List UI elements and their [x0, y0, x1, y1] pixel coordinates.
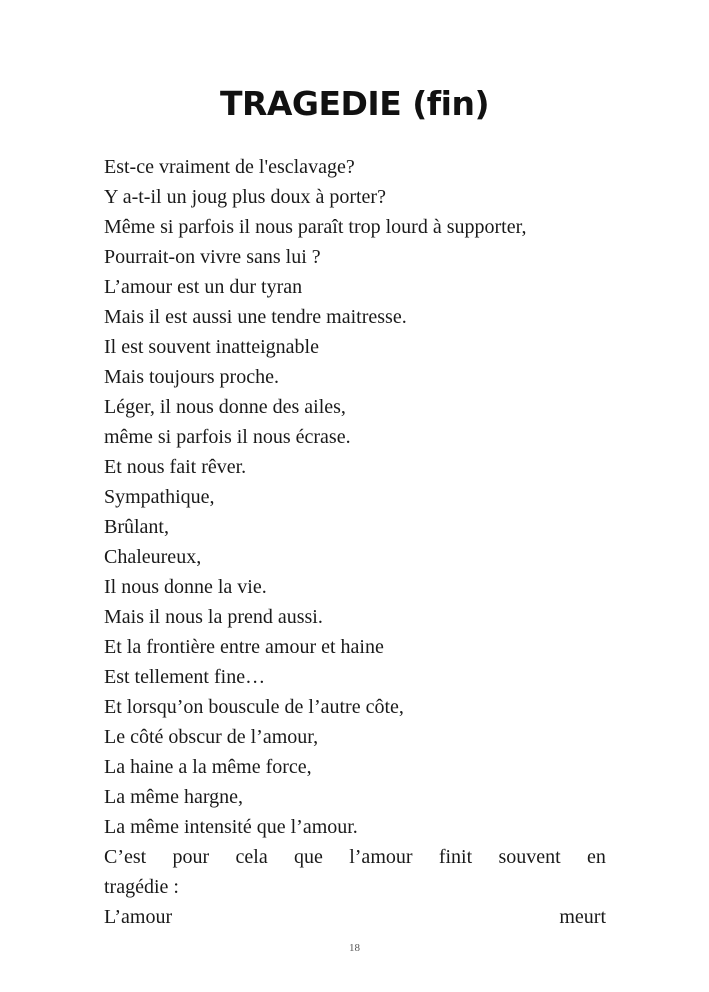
poem-line: Brûlant, — [104, 516, 169, 538]
poem-line: tragédie : — [104, 876, 179, 898]
poem-line: Et lorsqu’on bouscule de l’autre côte, — [104, 696, 404, 718]
poem-line: Et nous fait rêver. — [104, 456, 247, 478]
poem-line: Chaleureux, — [104, 546, 202, 568]
poem-line: La même hargne, — [104, 786, 244, 808]
poem-word: finit — [438, 846, 473, 868]
poem-line: Même si parfois il nous paraît trop lourd à supporter, — [104, 216, 527, 238]
poem-word: en — [587, 846, 606, 868]
poem-line: La haine a la même force, — [104, 756, 312, 778]
poem-word: souvent — [498, 846, 561, 868]
poem-line: Mais toujours proche. — [104, 366, 279, 388]
poem-line-justified — [104, 902, 606, 932]
poem-line: Mais il nous la prend aussi. — [104, 606, 323, 628]
poem-word: que — [294, 846, 323, 868]
poem-word: l’amour — [349, 846, 413, 868]
poem-word: meurt — [559, 906, 606, 928]
poem-line: Sympathique, — [104, 486, 215, 508]
poem-line: Léger, il nous donne des ailes, — [104, 396, 346, 418]
poem-word: C’est — [104, 846, 147, 868]
poem-body — [104, 152, 606, 932]
poem-line: Et la frontière entre amour et haine — [104, 636, 384, 658]
poem-line: Mais il est aussi une tendre maitresse. — [104, 306, 407, 328]
page-number: 18 — [349, 942, 360, 954]
poem-line: même si parfois il nous écrase. — [104, 426, 351, 448]
poem-line: Pourrait-on vivre sans lui ? — [104, 246, 321, 268]
poem-line: Est-ce vraiment de l'esclavage? — [104, 156, 355, 178]
poem-line-justified — [104, 842, 606, 872]
poem-line: Il nous donne la vie. — [104, 576, 267, 598]
poem-word: L’amour — [104, 906, 173, 928]
poem-line: Il est souvent inatteignable — [104, 336, 319, 358]
poem-word: pour — [172, 846, 210, 868]
poem-line: Est tellement fine… — [104, 666, 266, 688]
poem-word: cela — [235, 846, 268, 868]
poem-line: L’amour est un dur tyran — [104, 276, 303, 298]
poem-line: La même intensité que l’amour. — [104, 816, 358, 838]
poem-line: Y a-t-il un joug plus doux à porter? — [104, 186, 386, 208]
page-title: TRAGEDIE (fin) — [219, 84, 490, 123]
poem-line: Le côté obscur de l’amour, — [104, 726, 319, 748]
